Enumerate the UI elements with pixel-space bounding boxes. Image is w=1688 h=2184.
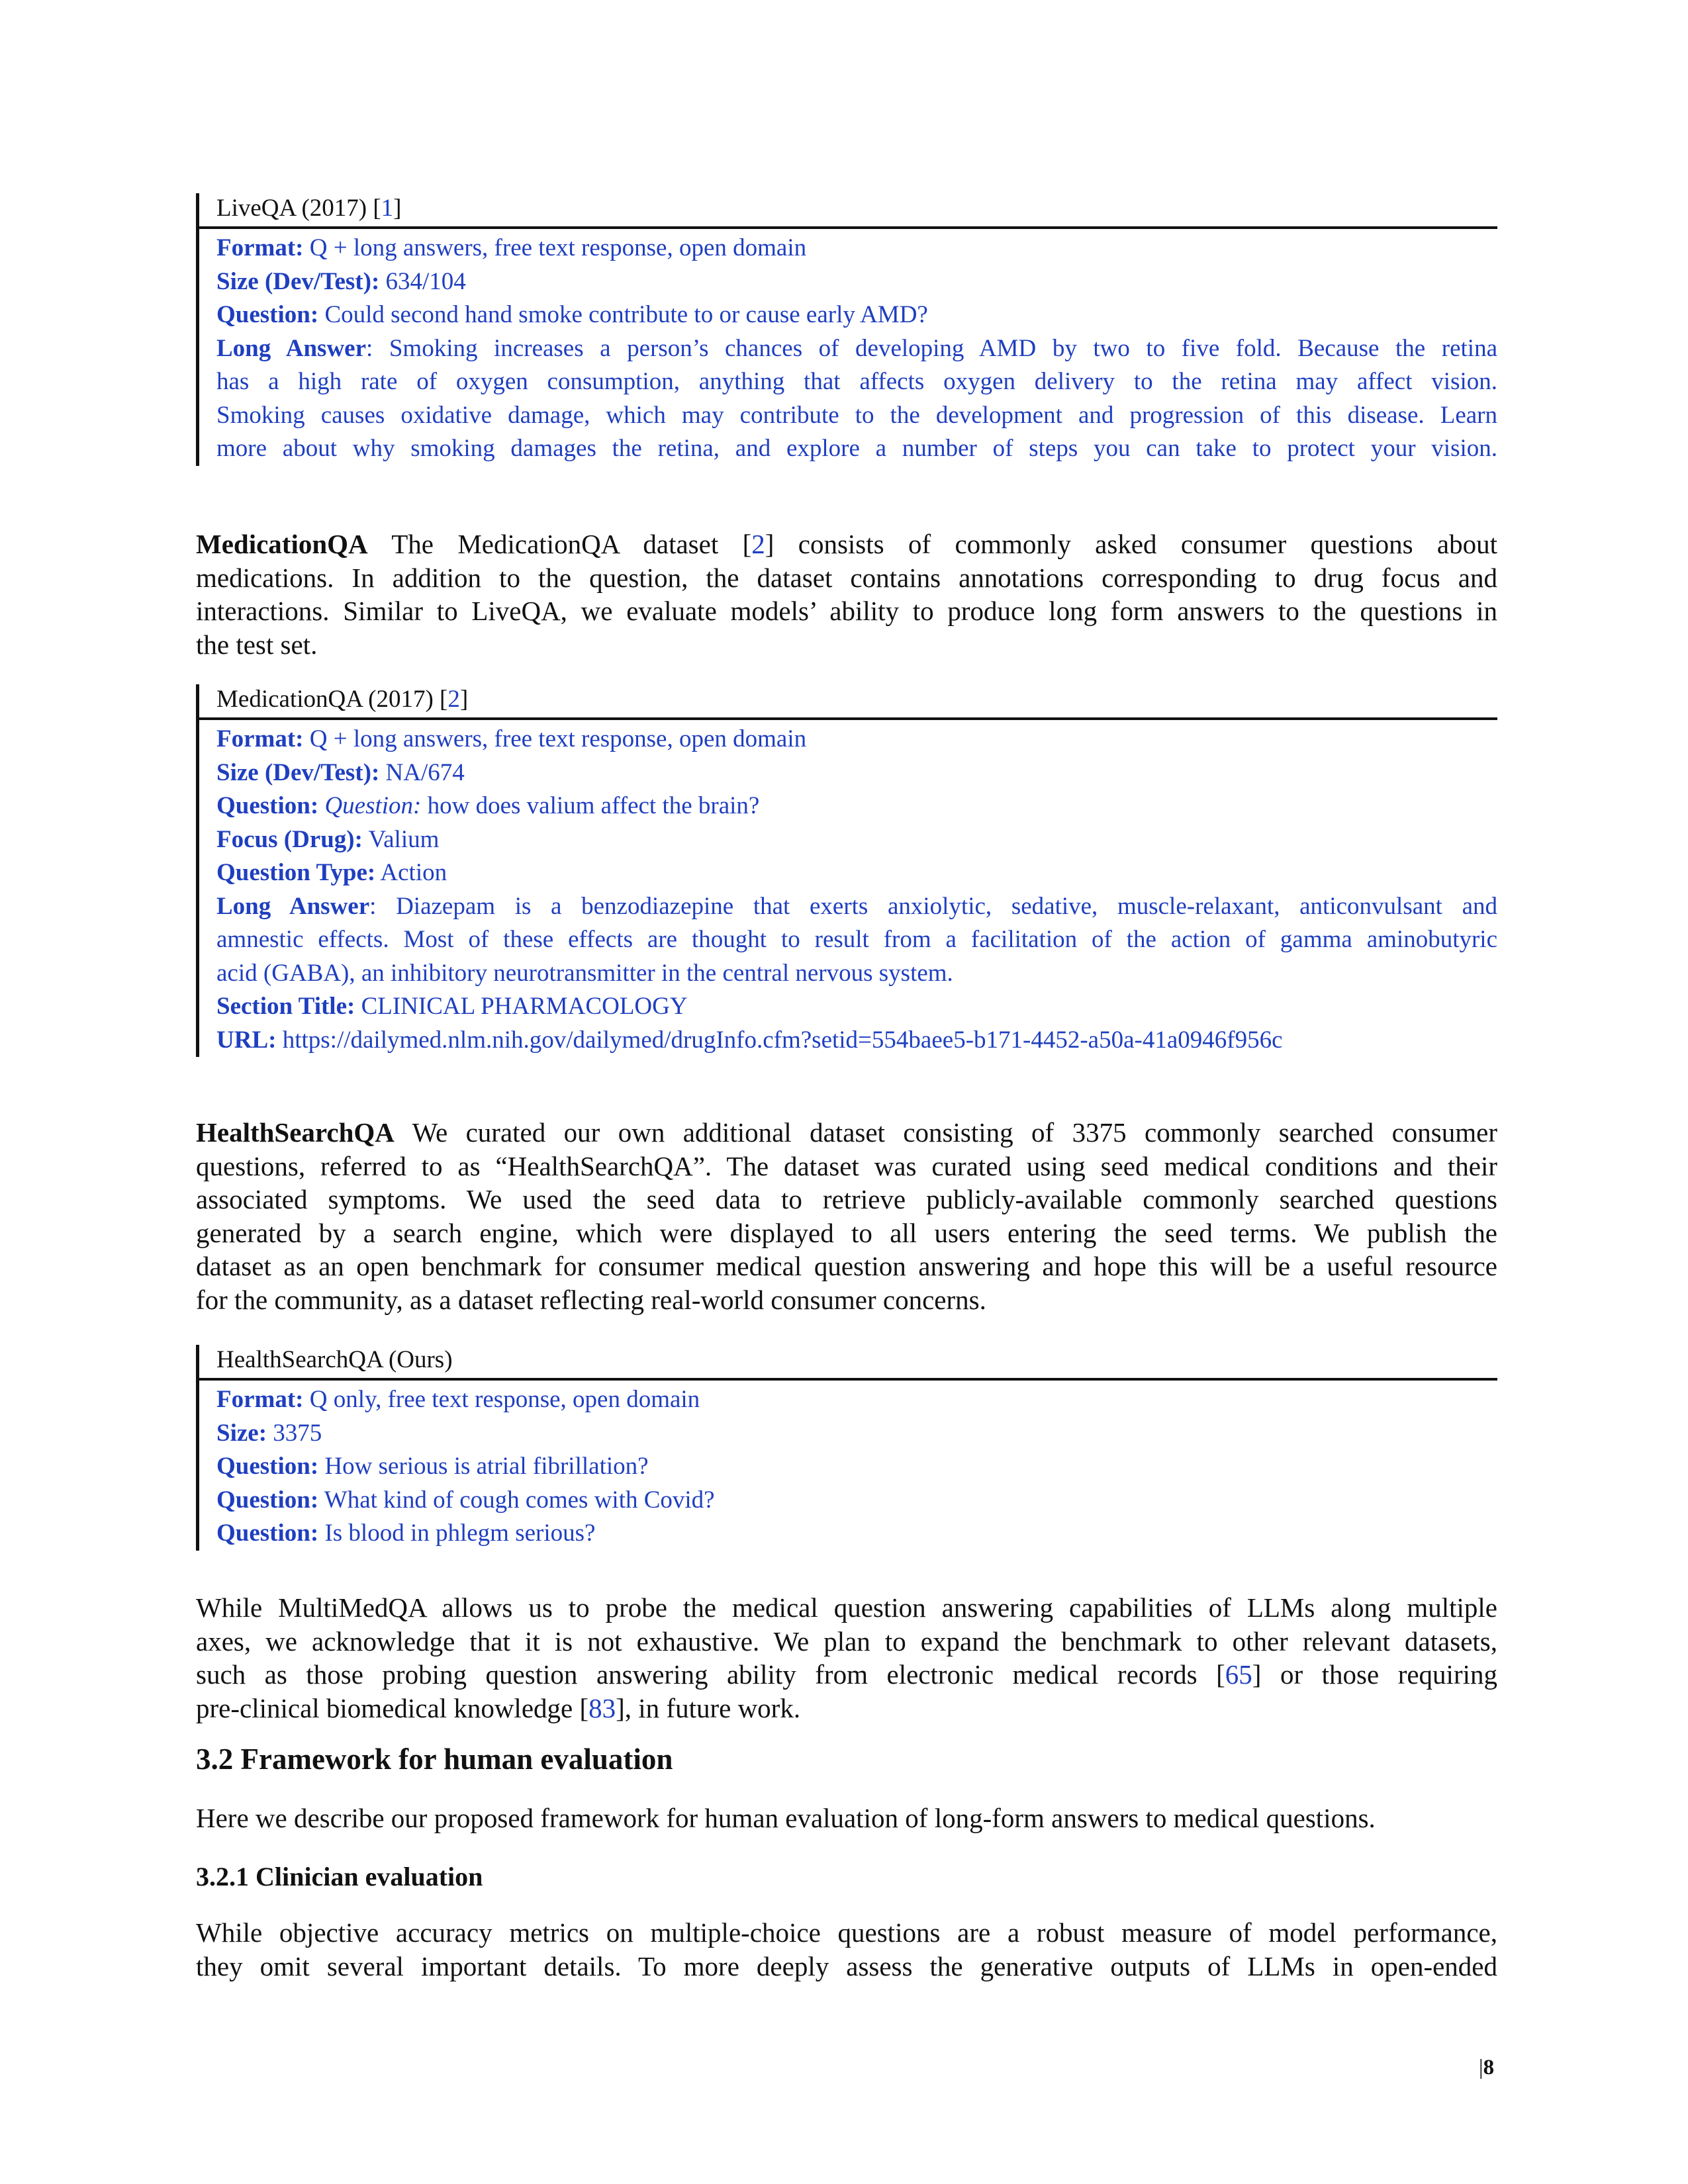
para-line: Here we describe our proposed framework for human evaluation of long-form answers to medical questions. — [196, 1803, 1376, 1833]
para-text: pre-clinical biomedical knowledge [ — [196, 1692, 589, 1723]
liveqa-header-close: ] — [393, 195, 402, 222]
question-label: Question: — [216, 1453, 319, 1480]
header-name: MedicationQA (2017) [ — [216, 686, 448, 713]
question-value: Could second hand smoke contribute to or cause early AMD? — [318, 301, 928, 328]
liveqa-question-line — [216, 298, 1497, 332]
section-heading-3-2-1: 3.2.1 Clinician evaluation — [196, 1862, 483, 1891]
focus-label: Focus (Drug): — [216, 825, 363, 853]
header-close: ] — [459, 686, 469, 713]
long-answer-text: : Smoking increases a person’s chances of developing AMD by two to five fold. Because the retina — [366, 334, 1497, 362]
medicationqa-example-box — [196, 684, 1497, 1057]
liveqa-format-line — [216, 232, 1497, 265]
long-answer-line-3: acid (GABA), an inhibitory neurotransmitter in the central nervous system. — [216, 959, 953, 987]
para-line: associated symptoms. We used the seed data to retrieve publicly-available commonly searched questions — [196, 1184, 1497, 1214]
long-answer-line-2: amnestic effects. Most of these effects are thought to result from a facilitation of the action of gamma aminobutyric — [216, 926, 1497, 953]
question-value: What kind of cough comes with Covid? — [318, 1486, 715, 1514]
long-answer-label: Long Answer — [216, 334, 367, 362]
question-label: Question: — [216, 792, 319, 819]
liveqa-header-name: LiveQA (2017) [ — [216, 195, 381, 222]
section-3-2-paragraph — [196, 1801, 1497, 1835]
para-line: medications. In addition to the question, the dataset contains annotations corresponding to drug focus and — [196, 562, 1497, 593]
para-text: ] consists of commonly asked consumer questions about — [765, 529, 1497, 559]
para-line: they omit several important details. To more deeply assess the generative outputs of LLMs in open-ended — [196, 1950, 1497, 1981]
para-line: axes, we acknowledge that it is not exhaustive. We plan to expand the benchmark to other relevant datasets, — [196, 1625, 1497, 1657]
size-line — [216, 756, 1497, 790]
para-line: While MultiMedQA allows us to probe the medical question answering capabilities of LLMs along multiple — [196, 1592, 1497, 1623]
question-type-line — [216, 856, 1497, 890]
question-line — [216, 790, 1497, 823]
section-title-line — [216, 990, 1497, 1024]
focus-value: Valium — [362, 825, 440, 853]
medicationqa-citation-link[interactable]: 2 — [447, 686, 460, 713]
question-value: How serious is atrial fibrillation? — [318, 1453, 649, 1480]
para-text: We curated our own additional dataset consisting of 3375 commonly searched consumer — [394, 1117, 1497, 1148]
page-number-separator: | — [1479, 2056, 1483, 2079]
format-label: Format: — [216, 234, 304, 261]
para-text: ], in future work. — [616, 1692, 801, 1723]
format-label: Format: — [216, 725, 304, 752]
format-line — [216, 1383, 1497, 1417]
url-label: URL: — [216, 1026, 277, 1054]
para-text: such as those probing question answering ability from electronic medical records [ — [196, 1659, 1225, 1690]
question-label: Question: — [216, 301, 319, 328]
size-value: NA/674 — [379, 758, 465, 786]
citation-link[interactable]: 83 — [588, 1692, 616, 1723]
format-value: Q + long answers, free text response, open domain — [303, 725, 807, 752]
size-label: Size: — [216, 1419, 267, 1447]
question-value: Is blood in phlegm serious? — [318, 1520, 596, 1547]
question-line — [216, 1450, 1497, 1484]
long-answer-text: : Diazepam is a benzodiazepine that exerts anxiolytic, sedative, muscle-relaxant, anticonvulsant and — [369, 892, 1497, 920]
para-line — [196, 1692, 1497, 1725]
para-line: interactions. Similar to LiveQA, we evaluate models’ ability to produce long form answers to the questions in — [196, 596, 1497, 626]
question-label: Question: — [216, 1486, 319, 1514]
para-text: The MedicationQA dataset [ — [367, 529, 752, 559]
url-line — [216, 1024, 1497, 1058]
format-value: Q + long answers, free text response, open domain — [303, 234, 807, 261]
question-line — [216, 1517, 1497, 1551]
para-line: questions, referred to as “HealthSearchQA”. The dataset was curated using seed medical conditions and their — [196, 1150, 1497, 1181]
url-link[interactable]: https://dailymed.nlm.nih.gov/dailymed/drugInfo.cfm?setid=554baee5-b171-4452-a50a-41a0946f956c — [276, 1026, 1283, 1054]
medicationqa-box-body — [196, 720, 1497, 1057]
size-value: 3375 — [267, 1419, 322, 1447]
para-line: While objective accuracy metrics on multiple-choice questions are a robust measure of model performance, — [196, 1917, 1497, 1948]
citation-link[interactable]: 65 — [1225, 1659, 1252, 1690]
page-number — [1479, 2056, 1494, 2080]
size-line — [216, 1417, 1497, 1451]
multimedqa-paragraph — [196, 1591, 1497, 1725]
section-title-value: CLINICAL PHARMACOLOGY — [355, 993, 688, 1020]
size-label: Size (Dev/Test): — [216, 758, 380, 786]
section-title-label: Section Title: — [216, 993, 355, 1020]
section-heading-3-2: 3.2 Framework for human evaluation — [196, 1743, 673, 1776]
question-italic-label: Question: — [318, 792, 422, 819]
size-value: 634/104 — [379, 267, 466, 295]
focus-line — [216, 823, 1497, 857]
healthsearchqa-box-body — [196, 1381, 1497, 1551]
healthsearchqa-example-box — [196, 1345, 1497, 1551]
liveqa-box-body — [196, 229, 1497, 466]
healthsearchqa-paragraph — [196, 1116, 1497, 1316]
para-line: generated by a search engine, which were displayed to all users entering the seed terms. We publish the — [196, 1217, 1497, 1248]
citation-link[interactable]: 2 — [751, 529, 765, 559]
liveqa-long-answer-line-4: more about why smoking damages the retina, and explore a number of steps you can take to protect your vision. — [216, 435, 1497, 462]
para-line: dataset as an open benchmark for consumer medical question answering and hope this will be a useful resource — [196, 1251, 1497, 1281]
clinician-paragraph — [196, 1916, 1497, 1983]
liveqa-example-box — [196, 193, 1497, 466]
question-type-label: Question Type: — [216, 859, 376, 886]
liveqa-box-header — [196, 193, 1497, 229]
format-label: Format: — [216, 1386, 304, 1413]
medicationqa-paragraph — [196, 527, 1497, 661]
liveqa-long-answer-line-3: Smoking causes oxidative damage, which may contribute to the development and progression of this disease. Learn — [216, 401, 1497, 429]
paragraph-lead: HealthSearchQA — [196, 1117, 395, 1148]
medicationqa-box-header — [196, 684, 1497, 720]
para-line — [196, 1658, 1497, 1692]
paragraph-lead: MedicationQA — [196, 529, 368, 559]
format-line — [216, 723, 1497, 756]
liveqa-long-answer-line-2: has a high rate of oxygen consumption, anything that affects oxygen delivery to the retina may affect vision. — [216, 368, 1497, 395]
para-line: for the community, as a dataset reflecting real-world consumer concerns. — [196, 1284, 986, 1315]
long-answer-line-1 — [216, 890, 1497, 924]
liveqa-citation-link[interactable]: 1 — [381, 195, 394, 222]
para-text: ] or those requiring — [1252, 1659, 1497, 1690]
question-label: Question: — [216, 1520, 319, 1547]
format-value: Q only, free text response, open domain — [303, 1386, 700, 1413]
liveqa-long-answer-line-1 — [216, 332, 1497, 366]
question-line — [216, 1484, 1497, 1518]
para-line — [196, 1116, 1497, 1150]
question-value: how does valium affect the brain? — [421, 792, 760, 819]
para-line — [196, 527, 1497, 561]
page-number-value: 8 — [1483, 2056, 1495, 2079]
long-answer-label: Long Answer — [216, 892, 370, 920]
liveqa-size-line — [216, 265, 1497, 299]
healthsearchqa-box-header: HealthSearchQA (Ours) — [196, 1345, 1497, 1381]
size-label: Size (Dev/Test): — [216, 267, 380, 295]
question-type-value: Action — [375, 859, 447, 886]
para-line: the test set. — [196, 629, 318, 660]
